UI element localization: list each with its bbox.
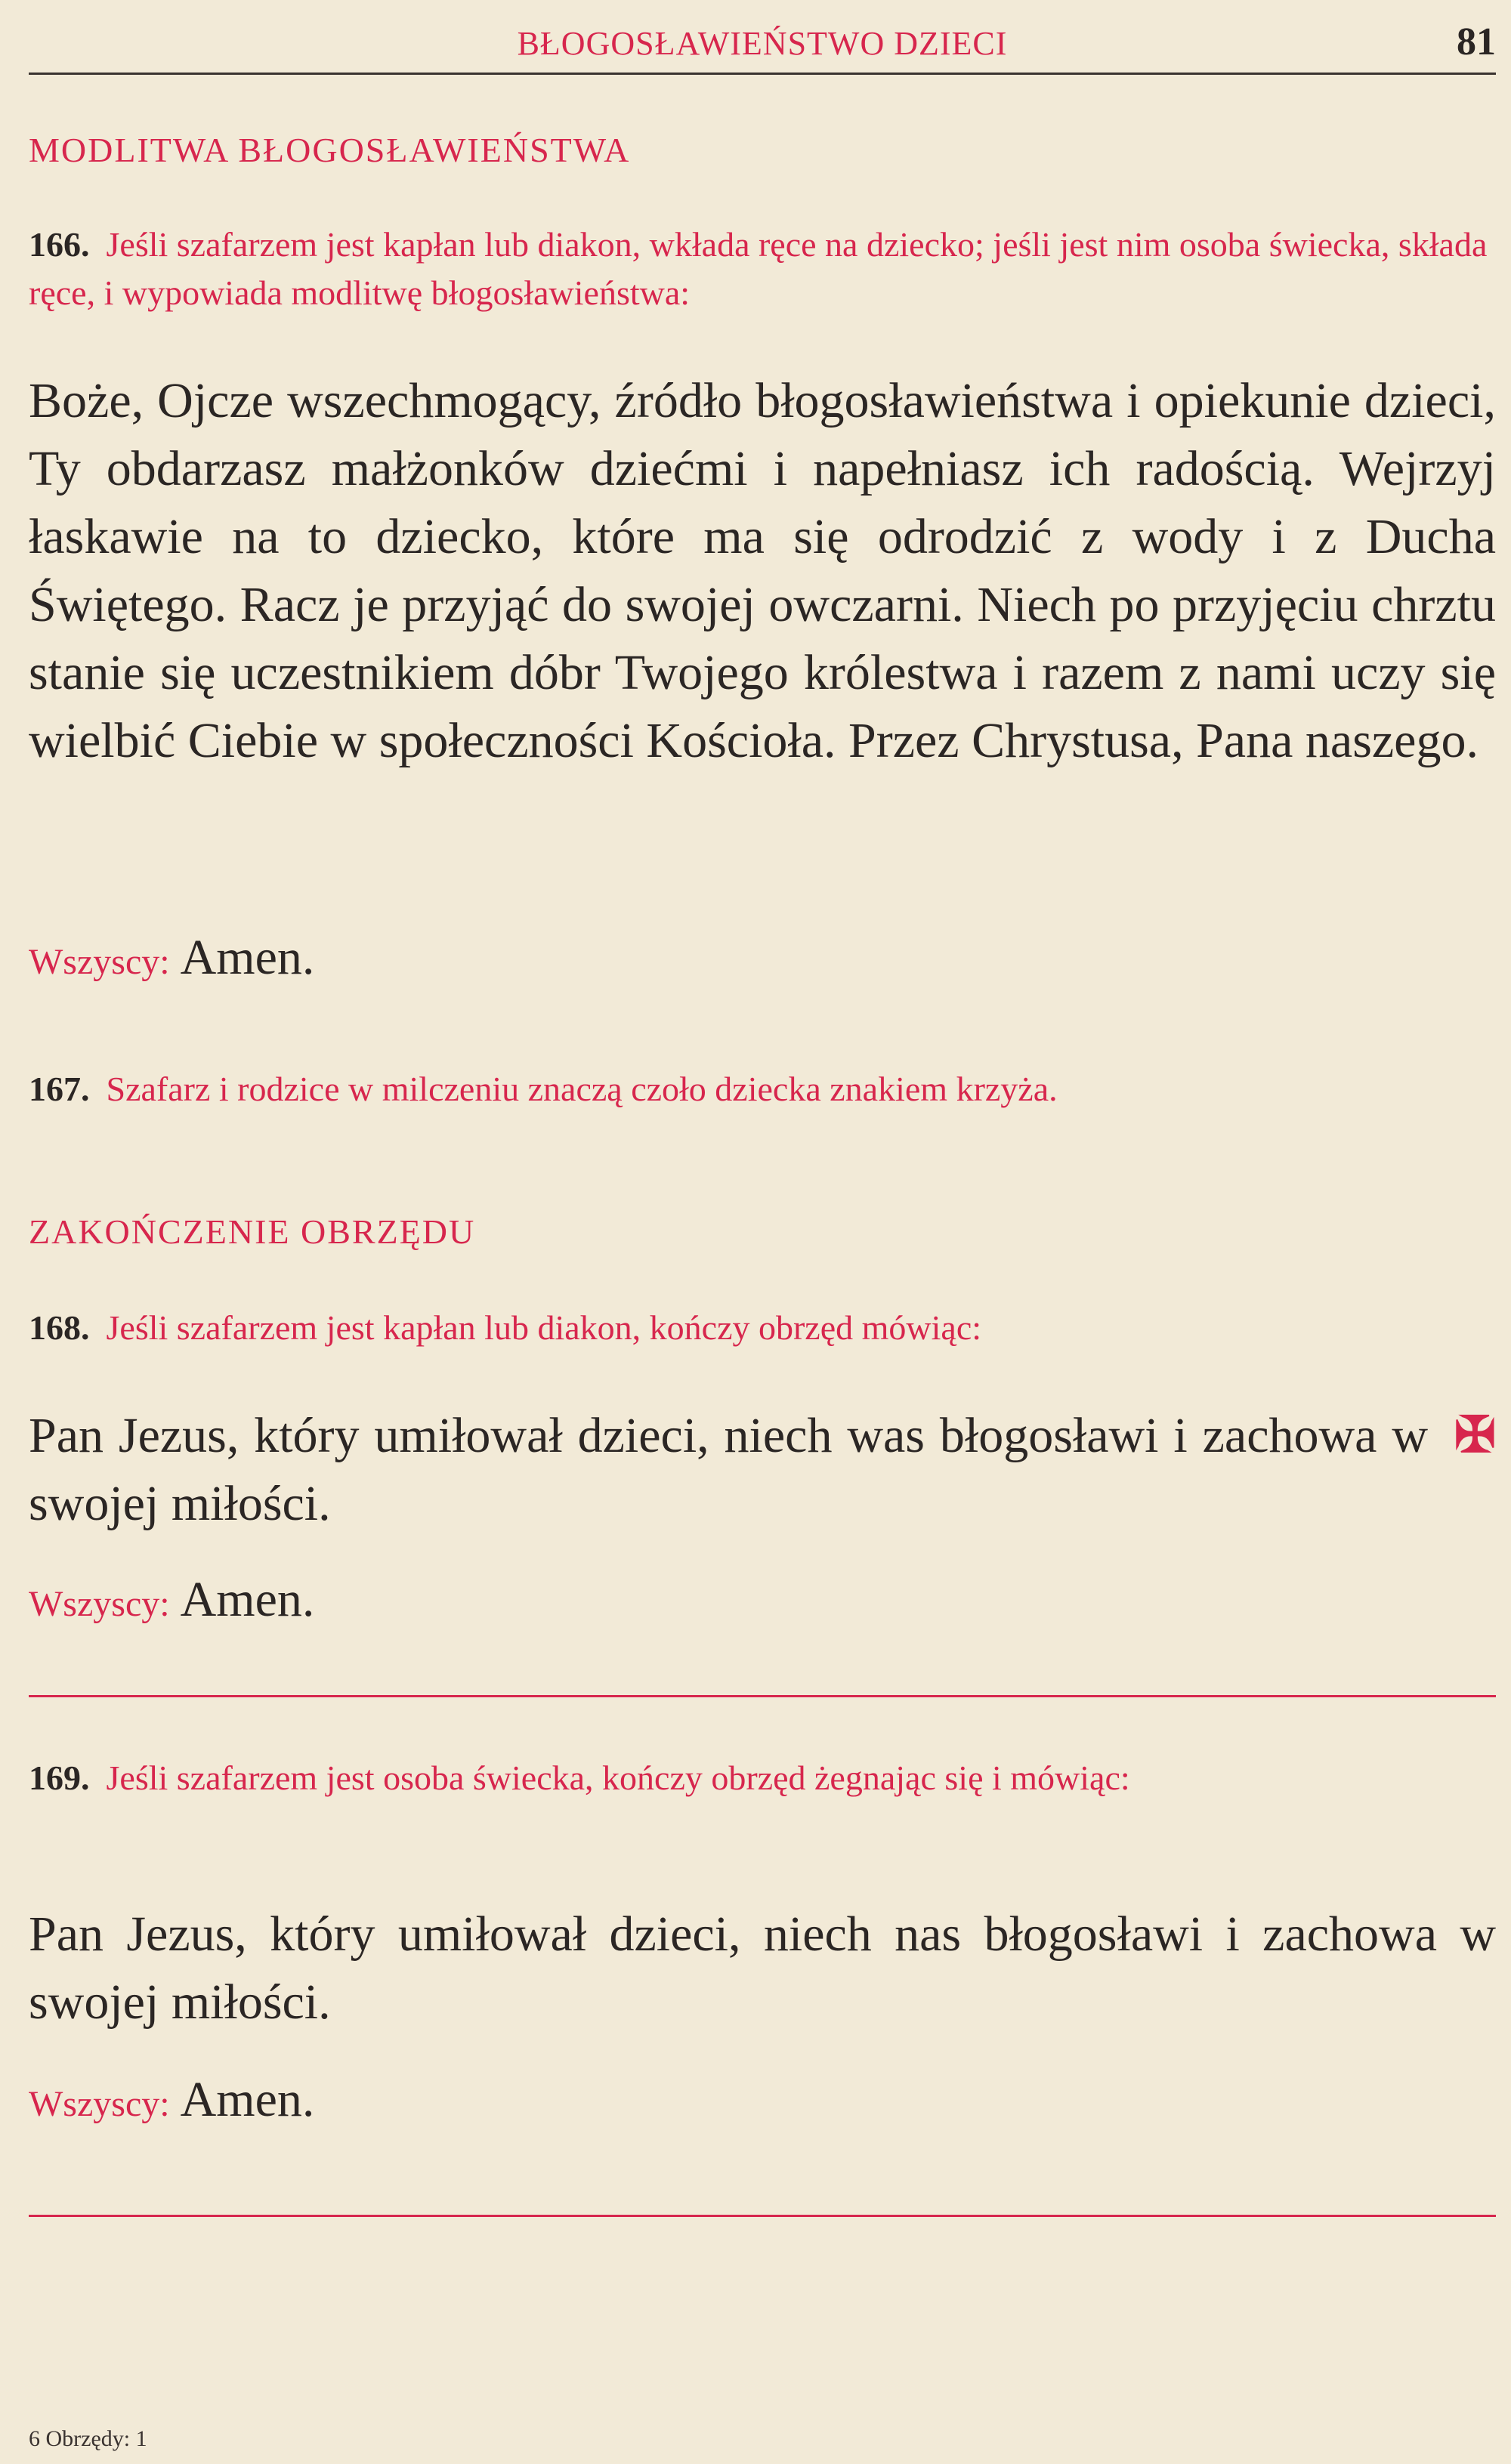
running-title: BŁOGOSŁAWIEŃSTWO DZIECI (517, 25, 1008, 62)
response-who: Wszyscy: (29, 1584, 170, 1624)
rubric-text: Szafarz i rodzice w milczeniu znaczą czoło dziecka znakiem krzyża. (106, 1070, 1058, 1108)
rubric-number: 168. (29, 1308, 90, 1347)
rubric-text: Jeśli szafarzem jest kapłan lub diakon, wkłada ręce na dziecko; jeśli jest nim osoba świecka, składa ręce, i wypowiada modlitwę błogosławieństwa: (29, 225, 1488, 312)
rubric-number: 169. (29, 1758, 90, 1797)
printer-signature: 6 Obrzędy: 1 (29, 2426, 147, 2451)
cross-icon: ✠ (1454, 1408, 1496, 1463)
conclusion-prayer-clergy: Pan Jezus, który umiłował dzieci, niech was błogosławi i zachowa w swojej miłości. (29, 1408, 1428, 1531)
blessing-prayer-text: Boże, Ojcze wszechmogący, źródło błogosławieństwa i opiekunie dzieci, Ty obdarzasz małżonków dziećmi i napełniasz ich radością. Wejrzyj łaskawie na to dziecko, które ma się odrodzić z wody i z Ducha Świętego. Racz je przyjąć do swojej owczarni. Niech po przyjęciu chrztu stanie się uczestnikiem dóbr Twojego królestwa i razem z nami uczy się wielbić Ciebie w społeczności Kościoła. Przez Chrystusa, Pana naszego. (29, 373, 1496, 768)
response-amen-1 (29, 929, 314, 987)
conclusion-prayer-lay: Pan Jezus, który umiłował dzieci, niech nas błogosławi i zachowa w swojej miłości. (29, 1907, 1496, 2030)
page-header (29, 14, 1496, 75)
response-text: Amen. (180, 1572, 315, 1627)
rubric-text: Jeśli szafarzem jest osoba świecka, kończy obrzęd żegnając się i mówiąc: (106, 1758, 1130, 1797)
response-amen-3 (29, 2071, 314, 2129)
rubric-166 (29, 221, 1496, 317)
section-heading-blessing-prayer: MODLITWA BŁOGOSŁAWIEŃSTWA (29, 131, 631, 169)
section-heading-conclusion: ZAKOŃCZENIE OBRZĘDU (29, 1212, 476, 1251)
response-who: Wszyscy: (29, 2084, 170, 2124)
rubric-number: 166. (29, 225, 90, 264)
response-text: Amen. (180, 930, 315, 985)
rubric-169 (29, 1754, 1496, 1802)
response-who: Wszyscy: (29, 942, 170, 982)
rubric-167 (29, 1065, 1496, 1113)
section-divider (29, 2215, 1496, 2217)
response-text: Amen. (180, 2072, 315, 2127)
rubric-number: 167. (29, 1070, 90, 1108)
rubric-text: Jeśli szafarzem jest kapłan lub diakon, kończy obrzęd mówiąc: (106, 1308, 982, 1347)
section-divider (29, 1695, 1496, 1697)
rubric-168 (29, 1304, 1496, 1352)
response-amen-2 (29, 1571, 314, 1629)
page-number: 81 (1457, 20, 1496, 63)
